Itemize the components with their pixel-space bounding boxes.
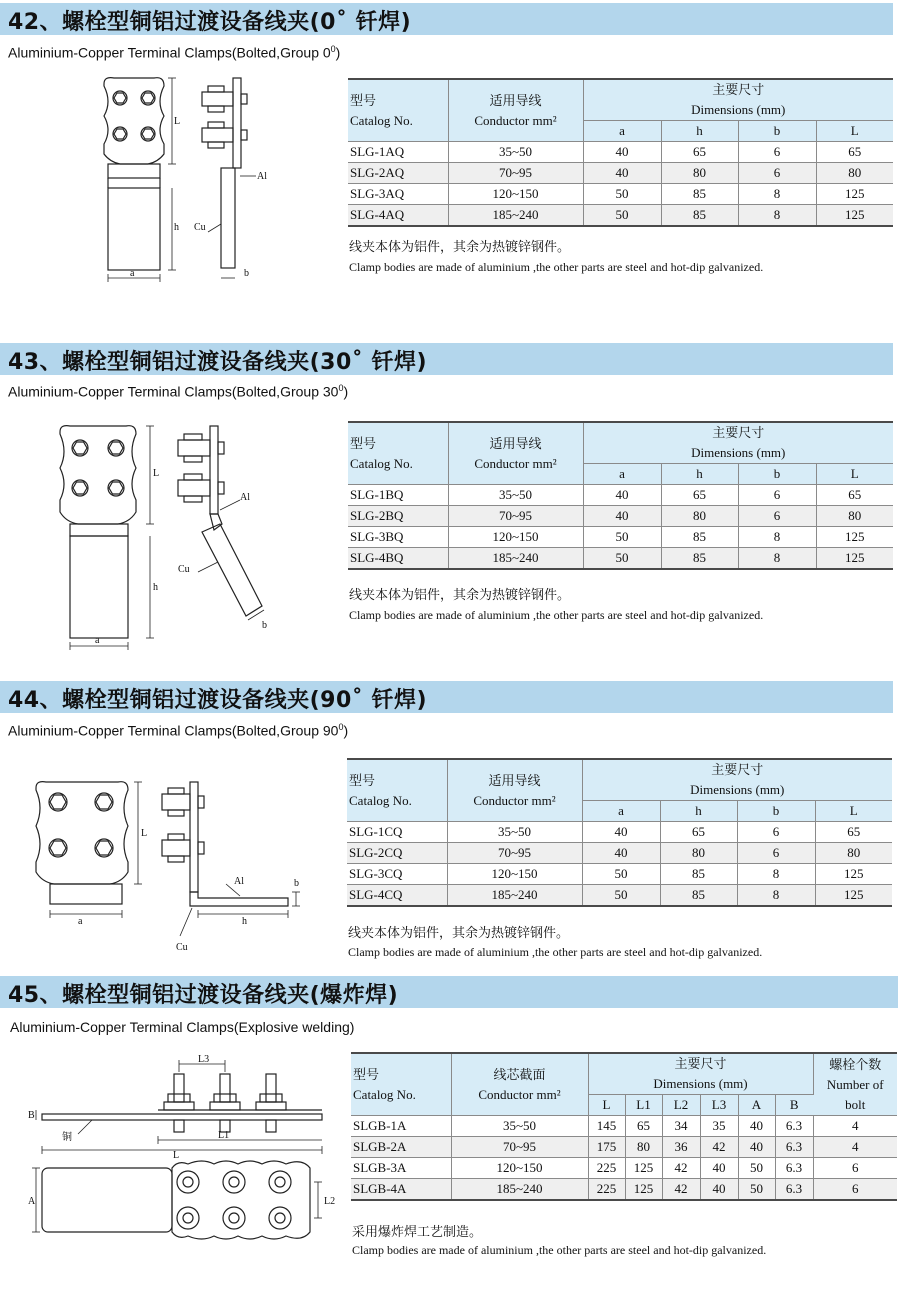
header-dimensions: 主要尺寸 Dimensions (mm)	[583, 422, 893, 464]
spec-table	[351, 1052, 897, 1201]
dim-label-a: a	[95, 635, 100, 646]
dim-label-L1: L1	[218, 1130, 230, 1141]
dim-label-b: b	[294, 878, 299, 889]
table-row: SLG-1BQ 35~50 40 65 6 65	[348, 485, 893, 506]
label-cu: Cu	[194, 222, 206, 233]
header-col-L: L	[588, 1095, 625, 1116]
dim-label-A: A	[28, 1196, 36, 1207]
table-row: SLG-4CQ 185~240 50 85 8 125	[347, 885, 892, 907]
spec-table	[347, 758, 892, 907]
header-conductor: 适用导线 Conductor mm²	[448, 79, 583, 142]
dim-label-L: L	[141, 828, 148, 839]
label-cu: Cu	[176, 942, 188, 953]
header-dimensions: 主要尺寸 Dimensions (mm)	[588, 1053, 813, 1095]
note-en: Clamp bodies are made of aluminium ,the other parts are steel and hot-dip galvanized.	[352, 1243, 767, 1257]
table-row: SLGB-3A 120~150 225 125 42 40 50 6.3 6	[351, 1158, 897, 1179]
table-row: SLGB-4A 185~240 225 125 42 40 50 6.3 6	[351, 1179, 897, 1201]
table-row: SLG-3AQ 120~150 50 85 8 125	[348, 184, 893, 205]
section-title: 44、螺栓型铜铝过渡设备线夹(90˚ 钎焊)	[8, 688, 428, 713]
table-row: SLGB-1A 35~50 145 65 34 35 40 6.3 4	[351, 1116, 897, 1137]
note-en: Clamp bodies are made of aluminium ,the other parts are steel and hot-dip galvanized.	[349, 260, 764, 274]
header-bolt-count: 螺栓个数 Number of bolt	[813, 1053, 897, 1116]
section-subtitle: Aluminium-Copper Terminal Clamps(Bolted,Group $90^0$)	[8, 722, 349, 739]
table-row: SLG-1CQ 35~50 40 65 6 65	[347, 822, 892, 843]
table-row: SLG-2BQ 70~95 40 80 6 80	[348, 506, 893, 527]
note-cn: 线夹本体为铝件，其余为热镀锌钢件。	[349, 240, 571, 255]
clamp-diagram-90deg	[30, 774, 320, 954]
dim-label-a: a	[130, 268, 135, 279]
table-row: SLG-2CQ 70~95 40 80 6 80	[347, 843, 892, 864]
section-header-band	[0, 343, 893, 375]
label-al: Al	[234, 876, 244, 887]
table-row: SLG-1AQ 35~50 40 65 6 65	[348, 142, 893, 163]
spec-table	[348, 78, 893, 227]
section-title: 45、螺栓型铜铝过渡设备线夹(爆炸焊)	[8, 983, 399, 1008]
dim-label-b: b	[244, 268, 249, 279]
label-al: Al	[257, 171, 267, 182]
section-title: 43、螺栓型铜铝过渡设备线夹(30˚ 钎焊)	[8, 350, 428, 375]
header-col-L3: L3	[700, 1095, 738, 1116]
note-cn: 采用爆炸焊工艺制造。	[352, 1225, 483, 1240]
dim-label-h: h	[242, 916, 247, 927]
section-subtitle: Aluminium-Copper Terminal Clamps(Bolted,Group $30^0$)	[8, 383, 349, 400]
dim-label-L2: L2	[324, 1196, 336, 1207]
table-row: SLG-3BQ 120~150 50 85 8 125	[348, 527, 893, 548]
table-row: SLG-2AQ 70~95 40 80 6 80	[348, 163, 893, 184]
section-42	[0, 0, 900, 330]
header-col-a: a	[583, 464, 661, 485]
section-44	[0, 678, 900, 968]
dim-label-L3: L3	[198, 1054, 210, 1065]
section-subtitle: Aluminium-Copper Terminal Clamps(Explosive welding)	[10, 1019, 355, 1035]
dim-label-b: b	[262, 620, 267, 631]
header-catalog: 型号 Catalog No.	[351, 1053, 451, 1116]
note-en: Clamp bodies are made of aluminium ,the other parts are steel and hot-dip galvanized.	[348, 945, 763, 959]
label-copper: 铜	[62, 1132, 72, 1143]
header-catalog: 型号 Catalog No.	[348, 422, 448, 485]
note-en: Clamp bodies are made of aluminium ,the other parts are steel and hot-dip galvanized.	[349, 608, 764, 622]
header-col-b: b	[738, 464, 816, 485]
header-col-h: h	[661, 121, 738, 142]
header-dimensions: 主要尺寸 Dimensions (mm)	[582, 759, 892, 801]
section-45	[0, 974, 900, 1296]
dim-label-L: L	[174, 116, 181, 127]
dim-label-h: h	[153, 582, 158, 593]
header-dimensions: 主要尺寸 Dimensions (mm)	[583, 79, 893, 121]
header-col-a: a	[583, 121, 661, 142]
header-col-A: A	[738, 1095, 775, 1116]
dim-label-L: L	[153, 468, 160, 479]
dim-label-L: L	[173, 1150, 180, 1161]
clamp-diagram-0deg	[90, 72, 290, 287]
header-conductor: 适用导线 Conductor mm²	[448, 422, 583, 485]
header-col-a: a	[582, 801, 660, 822]
dim-label-B: B	[28, 1110, 35, 1121]
spec-table	[348, 421, 893, 570]
header-col-L: L	[815, 801, 892, 822]
header-col-b: b	[737, 801, 815, 822]
section-header-band	[0, 976, 898, 1008]
table-row: SLG-4BQ 185~240 50 85 8 125	[348, 548, 893, 570]
dim-label-a: a	[78, 916, 83, 927]
label-al: Al	[240, 492, 250, 503]
header-catalog: 型号 Catalog No.	[348, 79, 448, 142]
dim-label-h: h	[174, 222, 179, 233]
section-43	[0, 340, 900, 670]
section-title: 42、螺栓型铜铝过渡设备线夹(0˚ 钎焊)	[8, 10, 412, 35]
label-cu: Cu	[178, 564, 190, 575]
header-col-B: B	[775, 1095, 813, 1116]
header-col-L2: L2	[662, 1095, 700, 1116]
header-conductor: 适用导线 Conductor mm²	[447, 759, 582, 822]
table-row: SLGB-2A 70~95 175 80 36 42 40 6.3 4	[351, 1137, 897, 1158]
table-row: SLG-4AQ 185~240 50 85 8 125	[348, 205, 893, 227]
note-cn: 线夹本体为铝件，其余为热镀锌钢件。	[349, 588, 571, 603]
header-col-L: L	[816, 464, 893, 485]
header-col-L1: L1	[625, 1095, 662, 1116]
header-col-L: L	[816, 121, 893, 142]
table-row: SLG-3CQ 120~150 50 85 8 125	[347, 864, 892, 885]
header-col-b: b	[738, 121, 816, 142]
header-conductor: 线芯截面 Conductor mm²	[451, 1053, 588, 1116]
note-cn: 线夹本体为铝件，其余为热镀锌钢件。	[348, 926, 570, 941]
header-catalog: 型号 Catalog No.	[347, 759, 447, 822]
header-col-h: h	[661, 464, 738, 485]
section-header-band	[0, 681, 893, 713]
clamp-diagram-30deg	[50, 420, 290, 655]
section-header-band	[0, 3, 893, 35]
header-col-h: h	[660, 801, 737, 822]
clamp-diagram-explosive	[28, 1054, 338, 1244]
section-subtitle: Aluminium-Copper Terminal Clamps(Bolted,Group $0^0$)	[8, 44, 341, 61]
